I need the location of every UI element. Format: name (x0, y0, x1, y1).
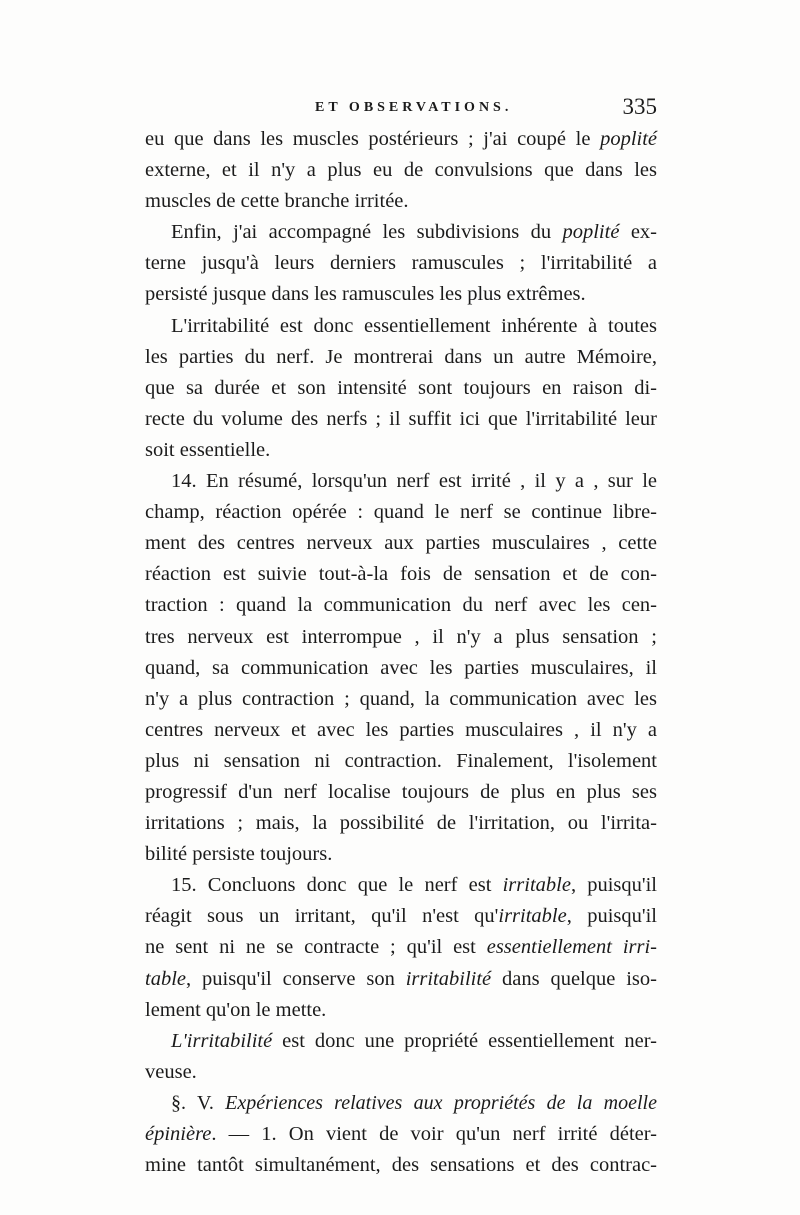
text-line (145, 746, 657, 777)
text-line (145, 1150, 657, 1181)
text-segment: Enfin, j'ai accompagné les subdivisions du (171, 221, 563, 244)
text-line (145, 559, 657, 590)
text-segment: persisté jusque dans les ramuscules les plus extrêmes. (145, 283, 586, 306)
text-line (145, 373, 657, 404)
text-segment: 14. En résumé, lorsqu'un nerf est irrité , il y a , sur le (171, 470, 657, 493)
italic-text: essentiellement irri- (486, 936, 657, 959)
body-text (145, 124, 657, 1181)
text-segment: L'irritabilité est donc essentiellement inhérente à toutes (171, 314, 657, 337)
text-line (145, 124, 657, 155)
text-segment: §. V. (171, 1091, 226, 1114)
text-segment: tres nerveux est interrompue , il n'y a plus sensation ; (145, 625, 657, 648)
italic-text: table (145, 967, 186, 990)
text-line (145, 590, 657, 621)
text-line (145, 1057, 657, 1088)
text-segment: dans quelque iso- (491, 967, 657, 990)
text-segment: externe, et il n'y a plus eu de convulsions que dans les (145, 159, 657, 182)
text-segment: , puisqu'il (570, 874, 657, 897)
text-segment: n'y a plus contraction ; quand, la communication avec les (145, 687, 657, 710)
italic-text: poplité (562, 221, 620, 244)
text-segment: réaction est suivie tout-à-la fois de sensation et de con- (145, 563, 657, 586)
italic-text: irritable (498, 905, 567, 928)
text-line (145, 186, 657, 217)
text-line (145, 248, 657, 279)
text-line (145, 808, 657, 839)
text-line (145, 1026, 657, 1057)
text-line (145, 311, 657, 342)
text-segment: ex- (619, 221, 657, 244)
text-segment: . — 1. On vient de voir qu'un nerf irrité déter- (211, 1123, 657, 1145)
text-line (145, 1119, 657, 1150)
text-line (145, 653, 657, 684)
text-segment: les parties du nerf. Je montrerai dans un autre Mémoire, (145, 345, 657, 368)
italic-text: Expériences relatives aux propriétés de la moelle (225, 1091, 657, 1114)
text-segment: progressif d'un nerf localise toujours de plus en plus ses (145, 780, 657, 803)
text-segment: 15. Concluons donc que le nerf est (171, 874, 503, 897)
text-segment: terne jusqu'à leurs derniers ramuscules ; l'irritabilité a (145, 252, 657, 275)
text-line (145, 995, 657, 1026)
text-line (145, 497, 657, 528)
text-segment: traction : quand la communication du nerf avec les cen- (145, 594, 657, 617)
text-line (145, 155, 657, 186)
text-line (145, 870, 657, 901)
text-line (145, 839, 657, 870)
text-segment: lement qu'on le mette. (145, 998, 327, 1021)
text-line (145, 932, 657, 963)
text-line (145, 684, 657, 715)
italic-text: irritable (502, 874, 571, 897)
italic-text: épinière (145, 1123, 212, 1145)
italic-text: poplité (600, 128, 657, 150)
text-line (145, 279, 657, 310)
text-segment: soit essentielle. (145, 438, 271, 461)
text-line (145, 342, 657, 373)
text-segment: réagit sous un irritant, qu'il n'est qu' (145, 905, 499, 928)
text-segment: est donc une propriété essentiellement ner- (272, 1029, 657, 1052)
text-line (145, 715, 657, 746)
text-line (145, 528, 657, 559)
text-segment: recte du volume des nerfs ; il suffit ici que l'irritabilité leur (145, 407, 657, 430)
text-line (145, 964, 657, 995)
text-line (145, 217, 657, 248)
text-segment: bilité persiste toujours. (145, 843, 333, 866)
text-segment: , puisqu'il (566, 905, 657, 928)
text-segment: quand, sa communication avec les parties musculaires, il (145, 656, 657, 679)
text-segment: , puisqu'il conserve son (186, 967, 406, 990)
text-line (145, 1088, 657, 1119)
page-header (145, 96, 657, 122)
text-segment: veuse. (145, 1060, 197, 1083)
text-line (145, 404, 657, 435)
italic-text: L'irritabilité (171, 1029, 273, 1052)
text-segment: ment des centres nerveux aux parties musculaires , cette (145, 532, 657, 555)
text-line (145, 466, 657, 497)
text-segment: mine tantôt simultanément, des sensations et des contrac- (145, 1154, 657, 1177)
text-segment: champ, réaction opérée : quand le nerf se continue libre- (145, 501, 657, 524)
running-title: ET OBSERVATIONS. (315, 100, 513, 115)
text-segment: ne sent ni ne se contracte ; qu'il est (145, 936, 487, 959)
text-segment: muscles de cette branche irritée. (145, 190, 409, 213)
page-number: 335 (622, 94, 657, 119)
text-line (145, 435, 657, 466)
text-line (145, 777, 657, 808)
text-line (145, 622, 657, 653)
text-segment: irritations ; mais, la possibilité de l'irritation, ou l'irrita- (145, 812, 657, 835)
italic-text: irritabilité (405, 967, 492, 990)
text-segment: eu que dans les muscles postérieurs ; j'ai coupé le (145, 128, 601, 150)
text-line (145, 901, 657, 932)
text-segment: centres nerveux et avec les parties musculaires , il n'y a (145, 718, 657, 741)
text-segment: plus ni sensation ni contraction. Finalement, l'isolement (145, 749, 657, 772)
text-segment: que sa durée et son intensité sont toujours en raison di- (145, 376, 657, 399)
